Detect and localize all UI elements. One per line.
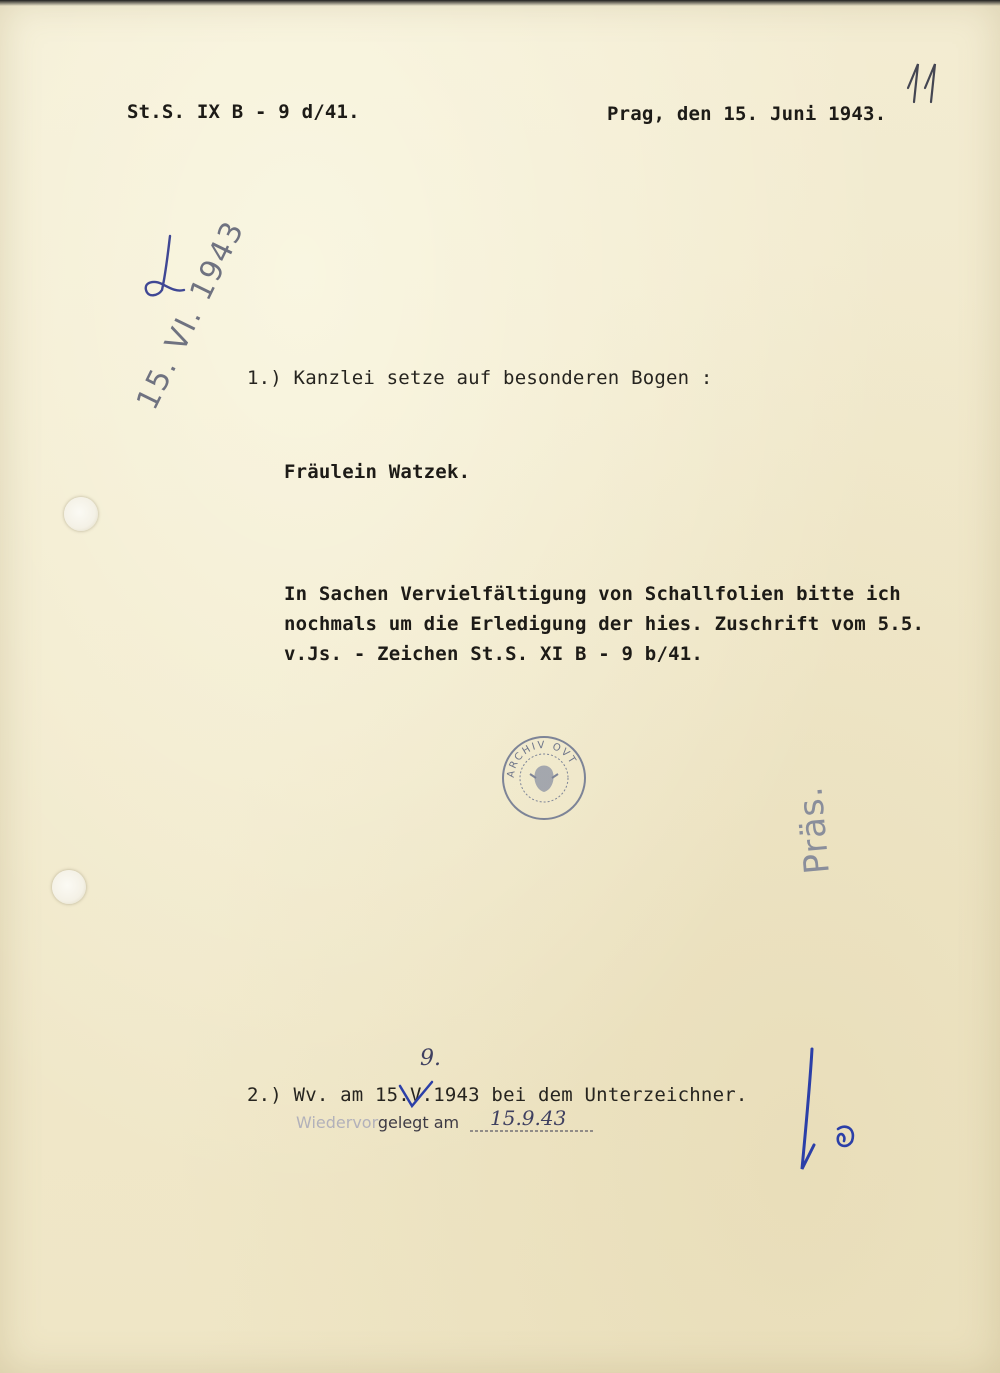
body-line-1: In Sachen Vervielfältigung von Schallfolien bitte ich <box>284 583 901 605</box>
place-and-date: Prag, den 15. Juni 1943. <box>607 103 887 125</box>
punch-hole-top <box>64 497 98 531</box>
signature-mark <box>790 1045 870 1175</box>
handwritten-correction: 9. <box>420 1046 441 1071</box>
folio-number-handwritten <box>900 58 950 108</box>
punch-hole-bottom <box>52 870 86 904</box>
resubmission-stamp <box>296 1113 459 1132</box>
date-underline <box>470 1128 594 1134</box>
correction-stroke <box>396 1080 436 1110</box>
archive-seal <box>500 734 588 822</box>
instruction-2-start: 2.) Wv. am 15. <box>247 1084 410 1106</box>
instruction-2-end: .1943 bei dem Unterzeichner. <box>421 1084 748 1106</box>
file-reference: St.S. IX B - 9 d/41. <box>127 101 360 123</box>
seal-text: ARCHIV OVT <box>505 739 579 779</box>
presentation-stamp: Präs. <box>790 784 838 876</box>
instruction-1: 1.) Kanzlei setze auf besonderen Bogen : <box>247 367 713 389</box>
body-line-2: nochmals um die Erledigung der hies. Zuschrift vom 5.5. <box>284 613 925 635</box>
resubmission-stamp-text: gelegt am <box>377 1113 460 1132</box>
instruction-2 <box>247 1084 748 1106</box>
resubmission-stamp-faded: Wiedervor <box>296 1113 378 1132</box>
addressee: Fräulein Watzek. <box>284 461 471 483</box>
resubmission-date: 15.9.43 <box>490 1106 567 1130</box>
scan-edge <box>0 0 1000 6</box>
body-line-3: v.Js. - Zeichen St.S. XI B - 9 b/41. <box>284 643 704 665</box>
received-date-stamp: 15. VI. 1943 <box>130 214 252 416</box>
struck-month: V <box>409 1084 422 1106</box>
